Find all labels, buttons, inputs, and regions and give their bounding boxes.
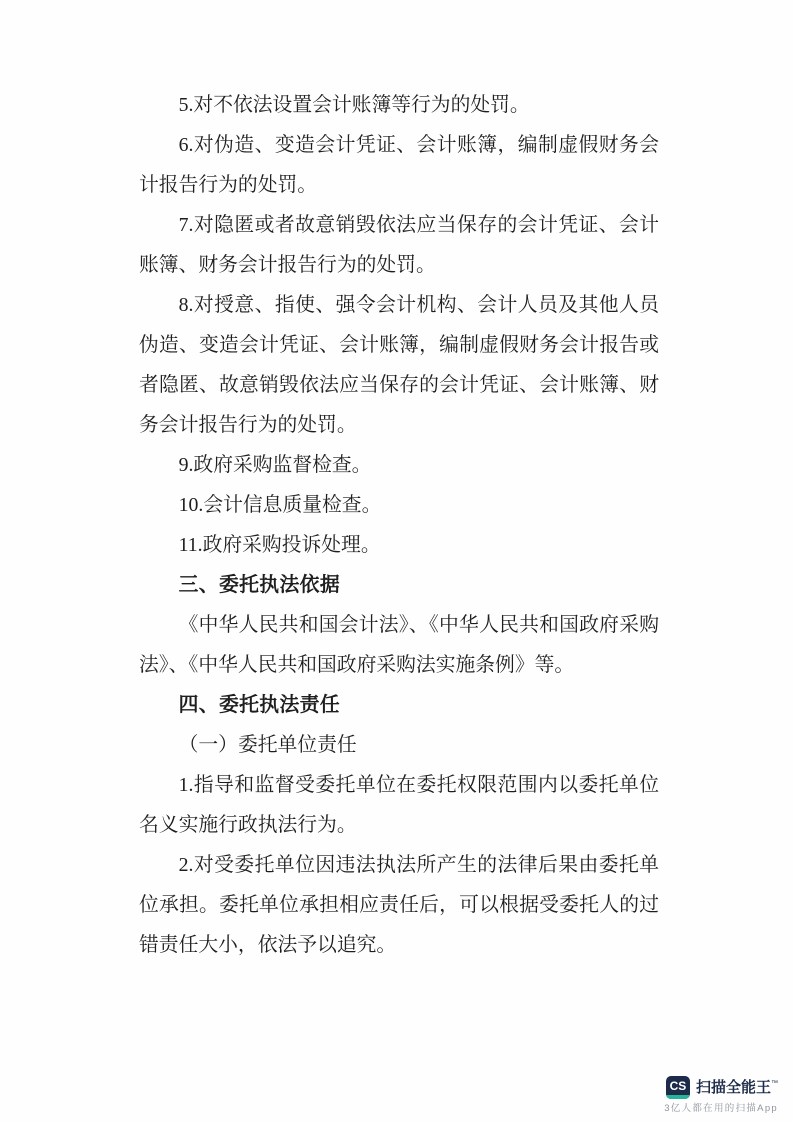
numbered-item-10: 10.会计信息质量检查。 — [178, 494, 382, 516]
numbered-item-6: 6.对伪造、变造会计凭证、会计账簿，编制虚假财务会计报告行为的处罚。 — [139, 134, 659, 196]
camscanner-watermark — [664, 1076, 778, 1114]
camscanner-app-name — [696, 1080, 778, 1095]
logo-accent-strip — [666, 1095, 690, 1099]
trademark-mark: ™ — [771, 1080, 778, 1087]
numbered-item-11: 11.政府采购投诉处理。 — [178, 534, 381, 556]
document-body — [139, 85, 659, 965]
camscanner-logo-icon — [666, 1076, 690, 1099]
legal-basis-paragraph: 《中华人民共和国会计法》、《中华人民共和国政府采购法》、《中华人民共和国政府采购法实施条例》等。 — [139, 614, 659, 676]
numbered-item-5: 5.对不依法设置会计账簿等行为的处罚。 — [178, 94, 530, 116]
numbered-item-9: 9.政府采购监督检查。 — [178, 454, 372, 476]
numbered-item-7: 7.对隐匿或者故意销毁依法应当保存的会计凭证、会计账簿、财务会计报告行为的处罚。 — [139, 214, 659, 276]
camscanner-tagline: 3亿人都在用的扫描App — [664, 1103, 778, 1114]
section-heading-responsibility: 四、委托执法责任 — [178, 694, 341, 716]
numbered-item-8: 8.对授意、指使、强令会计机构、会计人员及其他人员伪造、变造会计凭证、会计账簿，编制虚假财务会计报告或者隐匿、故意销毁依法应当保存的会计凭证、会计账簿、财务会计报告行为的处罚。 — [139, 294, 659, 436]
app-name-text: 扫描全能王 — [695, 1079, 771, 1096]
numbered-item-resp-2: 2.对受委托单位因违法执法所产生的法律后果由委托单位承担。委托单位承担相应责任后，可以根据受委托人的过错责任大小，依法予以追究。 — [139, 854, 659, 956]
subheading-entrusting-unit: （一）委托单位责任 — [178, 734, 357, 756]
camscanner-logo-letters: CS — [669, 1079, 687, 1093]
numbered-item-resp-1: 1.指导和监督受委托单位在委托权限范围内以委托单位名义实施行政执法行为。 — [139, 774, 659, 836]
section-heading-legal-basis: 三、委托执法依据 — [178, 574, 341, 596]
